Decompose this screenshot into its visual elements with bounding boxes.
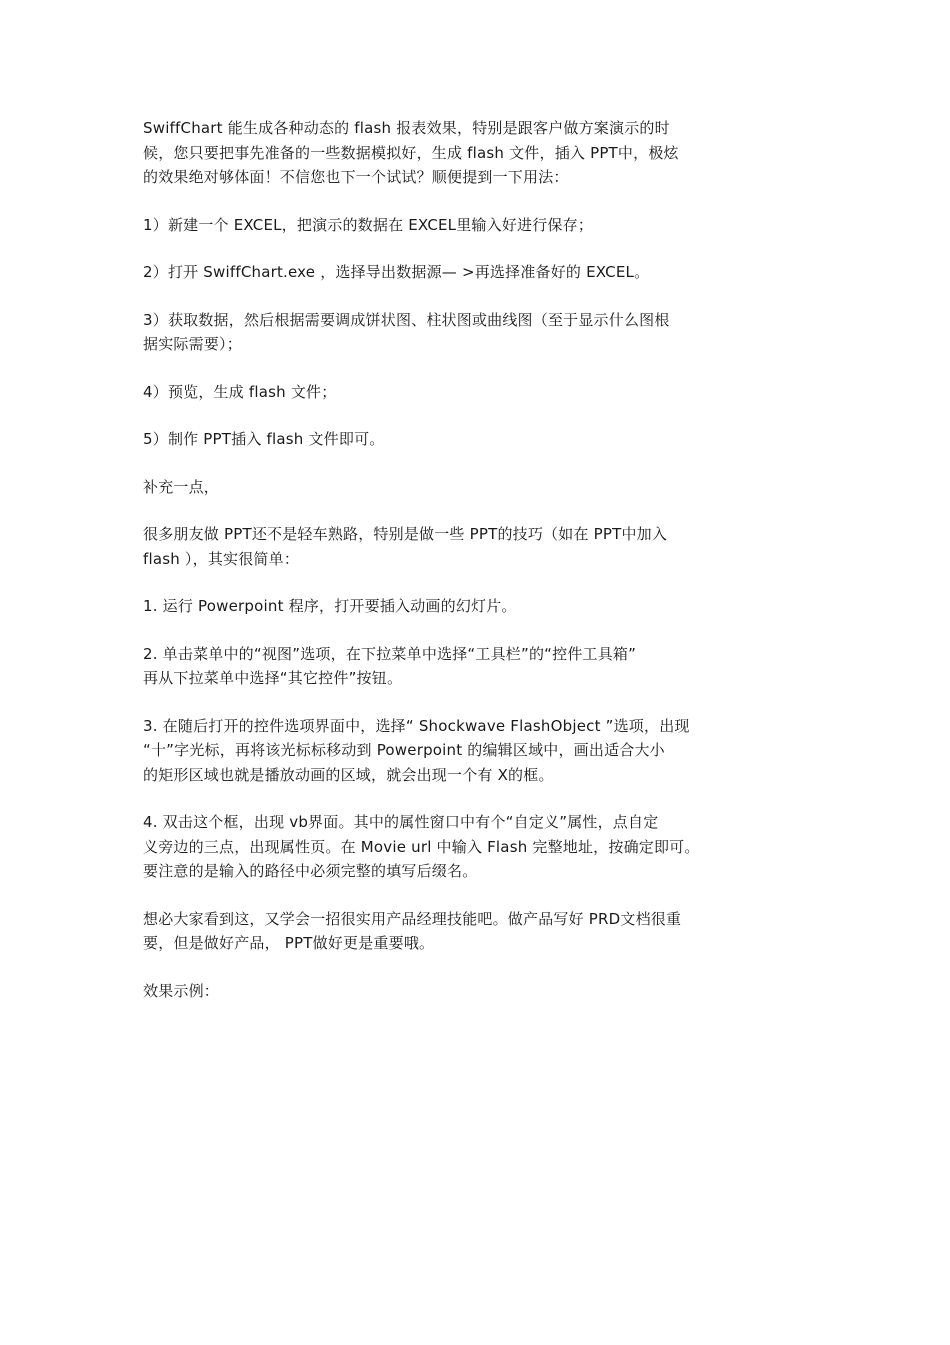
- instruction-4-paragraph: [143, 810, 783, 884]
- supplement-intro-paragraph: [143, 522, 783, 571]
- step-1-paragraph: [143, 213, 783, 238]
- text-line: 1. 运行 Powerpoint 程序，打开要插入动画的幻灯片。: [143, 597, 517, 615]
- step-3-paragraph: [143, 308, 783, 357]
- text-line: 3）获取数据，然后根据需要调成饼状图、柱状图或曲线图（至于显示什么图根: [143, 310, 670, 329]
- text-line: 候，您只要把事先准备的一些数据模拟好，生成 flash 文件，插入 PPT中，极炫: [143, 143, 679, 162]
- text-line: 补充一点，: [143, 477, 220, 496]
- step-2-paragraph: [143, 260, 783, 285]
- text-line: 据实际需要）；: [143, 335, 242, 353]
- text-line: flash ），其实很简单：: [143, 549, 300, 568]
- text-line: SwiffChart 能生成各种动态的 flash 报表效果，特别是跟客户做方案演示的时: [143, 119, 670, 137]
- step-4-paragraph: [143, 380, 783, 405]
- text-line: 4. 双击这个框，出现 vb界面。其中的属性窗口中有个“自定义”属性，点自定: [143, 813, 659, 831]
- intro-paragraph: [143, 116, 783, 190]
- text-line: 的效果绝对够体面！不信您也下一个试试？顺便提到一下用法：: [143, 168, 569, 186]
- text-line: 想必大家看到这，又学会一招很实用产品经理技能吧。做产品写好 PRD文档很重: [143, 909, 682, 928]
- text-line: 4）预览，生成 flash 文件；: [143, 382, 337, 401]
- closing-paragraph: [143, 907, 783, 956]
- instruction-2-paragraph: [143, 642, 783, 691]
- text-line: 很多朋友做 PPT还不是轻车熟路，特别是做一些 PPT的技巧（如在 PPT中加入: [143, 525, 668, 543]
- text-line: 2）打开 SwiffChart.exe ，选择导出数据源— >再选择准备好的 EXCEL。: [143, 263, 650, 281]
- instruction-1-paragraph: [143, 594, 783, 619]
- text-line: 5）制作 PPT插入 flash 文件即可。: [143, 430, 385, 448]
- text-line: “十”字光标，再将该光标标移动到 Powerpoint 的编辑区域中，画出适合大小: [143, 741, 665, 759]
- text-line: 要注意的是输入的路径中必须完整的填写后缀名。: [143, 862, 478, 880]
- text-line: 1）新建一个 EXCEL，把演示的数据在 EXCEL里输入好进行保存；: [143, 215, 594, 234]
- example-heading: [143, 979, 783, 1004]
- text-line: 义旁边的三点，出现属性页。在 Movie url 中输入 Flash 完整地址，按确定即可。: [143, 837, 700, 856]
- document-body: [143, 116, 783, 1026]
- text-line: 的矩形区域也就是播放动画的区域，就会出现一个有 X的框。: [143, 765, 554, 784]
- text-line: 效果示例：: [143, 981, 220, 1000]
- text-line: 2. 单击菜单中的“视图”选项，在下拉菜单中选择“工具栏”的“控件工具箱”: [143, 644, 637, 663]
- instruction-3-paragraph: [143, 714, 783, 788]
- text-line: 再从下拉菜单中选择“其它控件”按钮。: [143, 669, 403, 687]
- step-5-paragraph: [143, 427, 783, 452]
- text-line: 3. 在随后打开的控件选项界面中，选择“ Shockwave FlashObject ”选项，出现: [143, 716, 690, 735]
- text-line: 要，但是做好产品， PPT做好更是重要哦。: [143, 934, 435, 952]
- supplement-heading: [143, 475, 783, 500]
